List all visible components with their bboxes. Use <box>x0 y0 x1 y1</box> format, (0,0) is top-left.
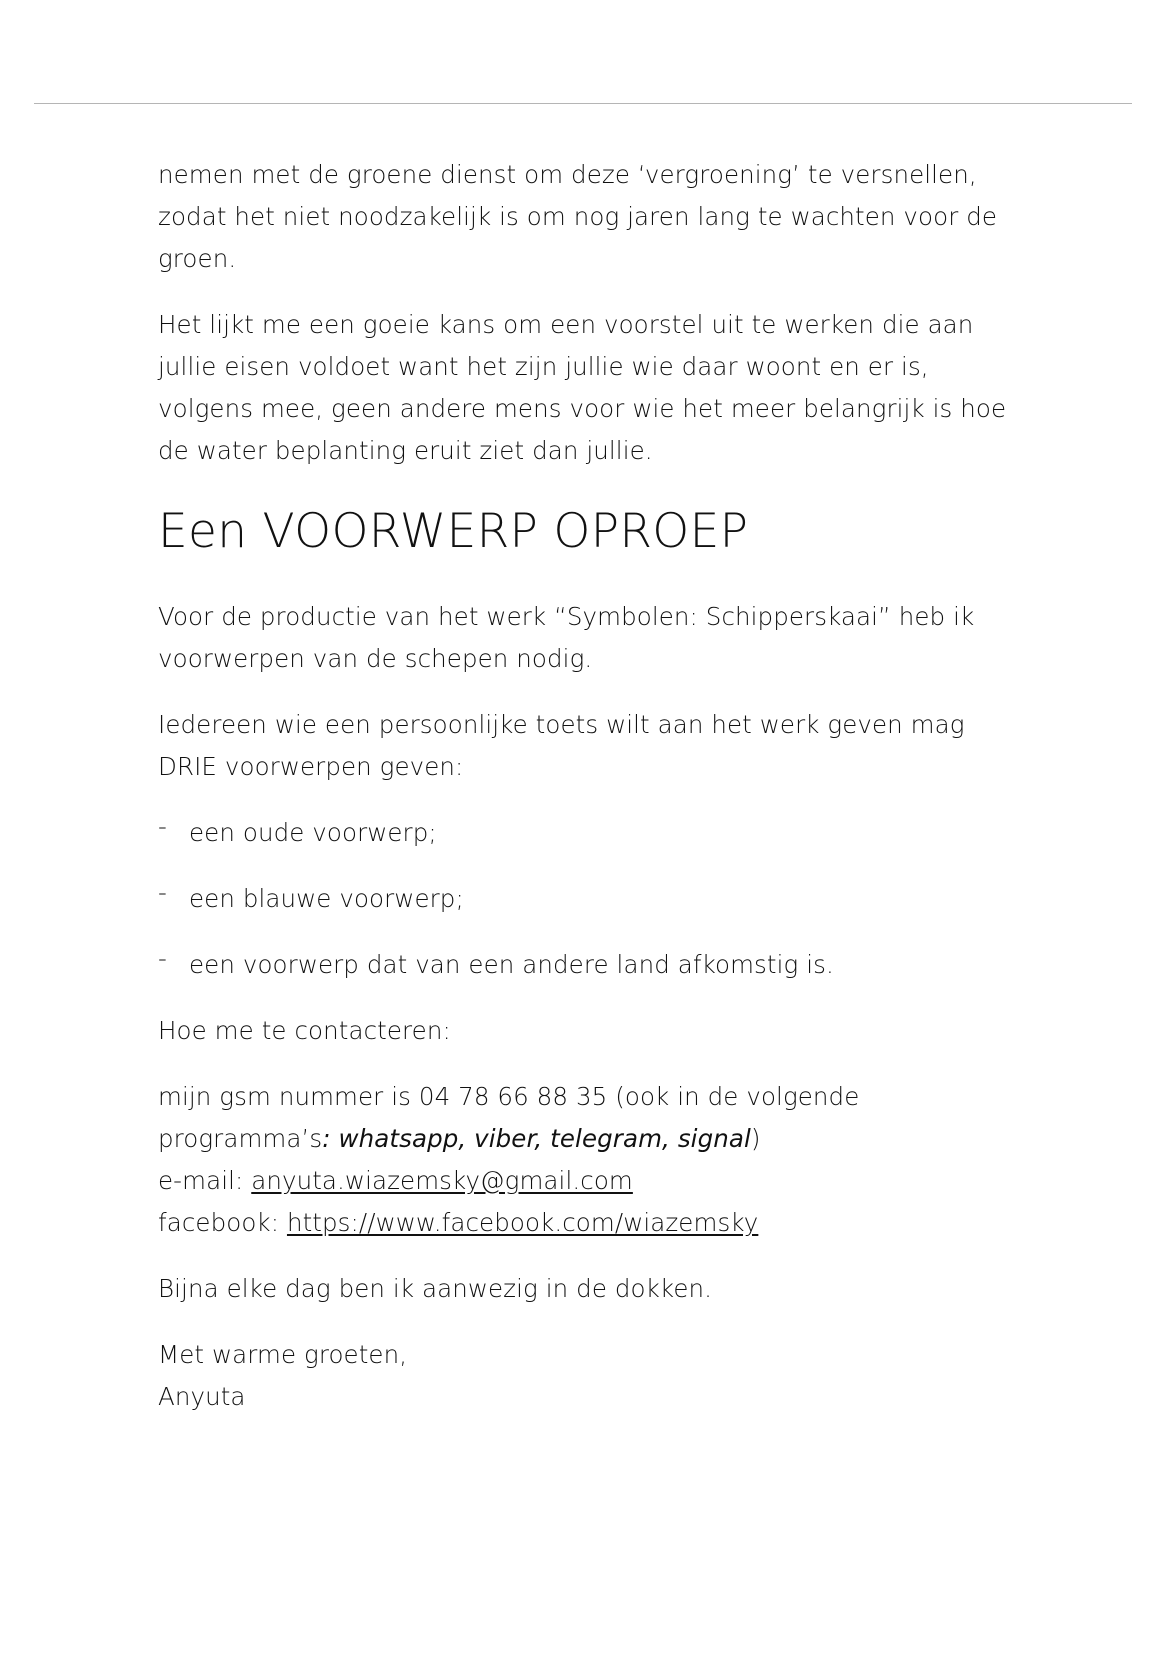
programs-list: : whatsapp, viber, telegram, signal <box>322 1124 751 1153</box>
list-item-text: een oude voorwerp; <box>189 818 437 847</box>
section-paragraph-1: Voor de productie van het werk “Symbolen: Schipperskaai” heb ik voorwerpen van de schepen nodig. <box>158 602 975 673</box>
intro-paragraph-2: Het lijkt me een goeie kans om een voorstel uit te werken die aan jullie eisen voldoet want het zijn jullie wie daar woont en er is, volgens mee, geen andere mens voor wie het meer belangrijk is hoe de water beplanting eruit ziet dan jullie. <box>158 310 1007 465</box>
signature: Anyuta <box>158 1382 246 1411</box>
list-item <box>158 878 1018 920</box>
contact-block <box>158 1076 1018 1244</box>
programs-line <box>158 1118 1018 1160</box>
phone-line: mijn gsm nummer is 04 78 66 88 35 (ook in de volgende <box>158 1082 860 1111</box>
section-heading: Een VOORWERP OPROEP <box>158 504 749 559</box>
list-item-text: een voorwerp dat van een andere land afkomstig is. <box>189 950 834 979</box>
document-body <box>158 154 1018 1442</box>
presence-text: Bijna elke dag ben ik aanwezig in de dokken. <box>158 1274 713 1303</box>
list-item <box>158 812 1018 854</box>
programs-suffix: ) <box>750 1124 761 1153</box>
email-label: e-mail: <box>158 1166 252 1195</box>
section-paragraph-2: Iedereen wie een persoonlijke toets wilt aan het werk geven mag DRIE voorwerpen geven: <box>158 710 965 781</box>
intro-paragraph-1: nemen met de groene dienst om deze ‘vergroening’ te versnellen, zodat het niet noodzakelijk is om nog jaren lang te wachten voor de groen. <box>158 160 998 273</box>
email-line <box>158 1160 1018 1202</box>
contact-intro: Hoe me te contacteren: <box>158 1016 451 1045</box>
programs-prefix: programma’s <box>158 1124 323 1153</box>
list-dash: - <box>158 878 167 907</box>
list-dash: - <box>158 944 167 973</box>
facebook-label: facebook: <box>158 1208 287 1237</box>
header-divider <box>34 103 1132 104</box>
object-list <box>158 812 1018 986</box>
greeting: Met warme groeten, <box>158 1340 408 1369</box>
email-link[interactable]: anyuta.wiazemsky@gmail.com <box>251 1166 633 1195</box>
list-item <box>158 944 1018 986</box>
facebook-link[interactable]: https://www.facebook.com/wiazemsky <box>286 1208 759 1237</box>
list-item-text: een blauwe voorwerp; <box>189 884 464 913</box>
facebook-line <box>158 1202 1018 1244</box>
closing-block <box>158 1334 1018 1418</box>
list-dash: - <box>158 812 167 841</box>
